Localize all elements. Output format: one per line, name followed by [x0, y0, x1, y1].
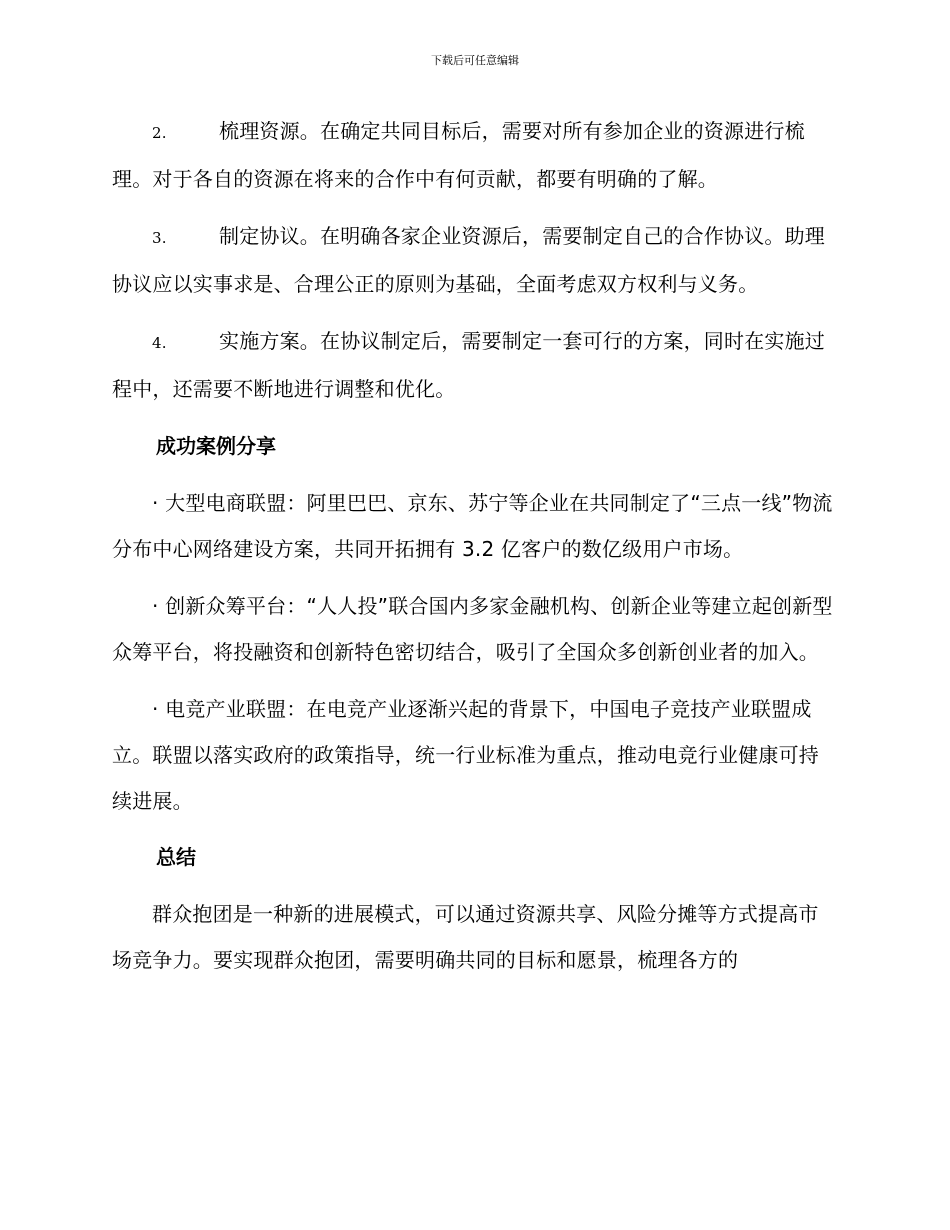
step-paragraph: [112, 318, 834, 412]
step-number: 3.: [152, 229, 167, 247]
section-heading-summary: 总结: [156, 845, 196, 869]
step-paragraph: [112, 213, 834, 307]
step-text: 制定协议。在明确各家企业资源后，需要制定自己的合作协议。助理协议应以实事求是、合理公正的原则为基础，全面考虑双方权利与义务。: [112, 224, 825, 296]
step-number: 2.: [152, 124, 167, 142]
step-text: 梳理资源。在确定共同目标后，需要对所有参加企业的资源进行梳理。对于各自的资源在将来的合作中有何贡献，都要有明确的了解。: [112, 119, 805, 191]
case-paragraph: · 创新众筹平台：“人人投”联合国内多家金融机构、创新企业等建立起创新型众筹平台，将投融资和创新特色密切结合，吸引了全国众多创新创业者的加入。: [112, 594, 833, 664]
step-paragraph: [112, 108, 834, 202]
step-number: 4.: [152, 334, 167, 352]
document-body: [112, 108, 834, 994]
summary-paragraph: 群众抱团是一种新的进展模式，可以通过资源共享、风险分摊等方式提高市场竞争力。要实现群众抱团，需要明确共同的目标和愿景，梳理各方的: [112, 902, 819, 972]
step-text: 实施方案。在协议制定后，需要制定一套可行的方案，同时在实施过程中，还需要不断地进行调整和优化。: [112, 329, 825, 401]
case-paragraph: · 大型电商联盟：阿里巴巴、京东、苏宁等企业在共同制定了“三点一线”物流分布中心网络建设方案，共同开拓拥有 3.2 亿客户的数亿级用户市场。: [112, 491, 833, 561]
page-header: 下载后可任意编辑: [431, 54, 519, 67]
section-heading-cases: 成功案例分享: [156, 434, 276, 458]
case-paragraph: · 电竞产业联盟：在电竞产业逐渐兴起的背景下，中国电子竞技产业联盟成立。联盟以落实政府的政策指导，统一行业标准为重点，推动电竞行业健康可持续进展。: [112, 697, 819, 813]
